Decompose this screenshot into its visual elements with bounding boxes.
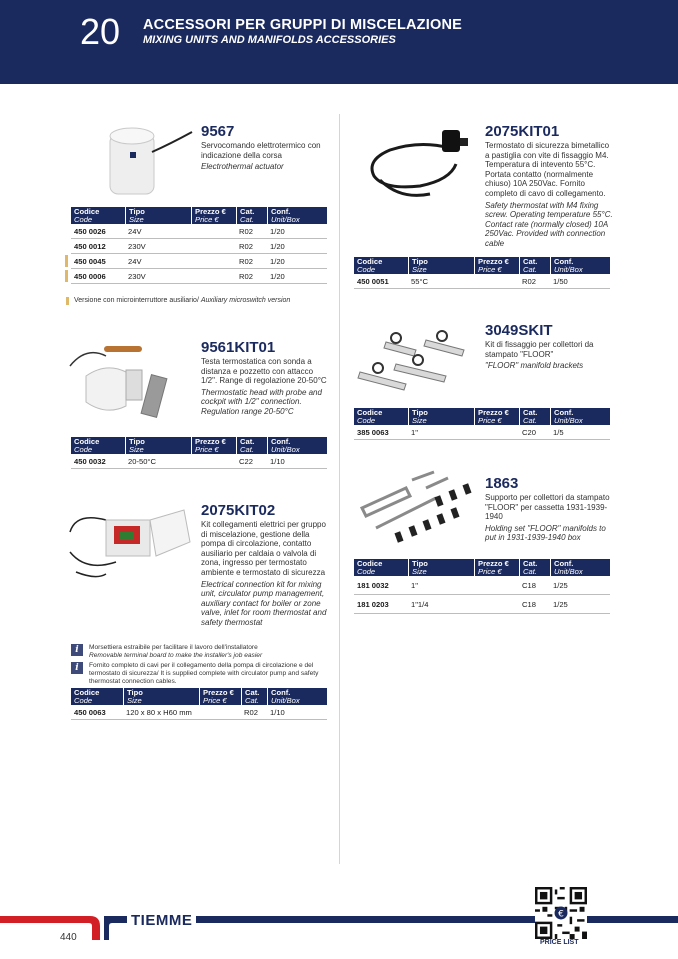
th-price-en: Price € bbox=[195, 214, 219, 224]
info-icon: i bbox=[71, 662, 83, 674]
holding-set-image bbox=[356, 468, 476, 550]
th-conf-en: Unit/Box bbox=[271, 444, 300, 454]
th-type-en: Size bbox=[412, 415, 427, 425]
note-it: Versione con microinterruttore ausiliario/ bbox=[74, 297, 199, 304]
product-code: 9567 bbox=[201, 123, 235, 140]
cell-box: 1/5 bbox=[553, 427, 564, 437]
info-cables: Fornito completo di cavi per il collegamento della pompa di circolazione e del termostato di sicurezza/ It is supplied complete with circulator pump and safety thermostat connection cables. bbox=[89, 662, 319, 685]
cell-size: 1" bbox=[411, 427, 418, 437]
th-cat: Cat. bbox=[240, 437, 255, 446]
info-icon: i bbox=[71, 644, 83, 656]
th-type: Tipo bbox=[127, 688, 143, 697]
section-title-en: MIXING UNITS AND MANIFOLDS ACCESSORIES bbox=[143, 34, 396, 46]
table-row bbox=[71, 254, 327, 269]
th-price-en: Price € bbox=[195, 444, 219, 454]
info1-en: Removable terminal board to make the installer's job easier bbox=[89, 651, 263, 659]
cell-cat: C22 bbox=[239, 456, 253, 466]
section-title-it: ACCESSORI PER GRUPPI DI MISCELAZIONE bbox=[143, 17, 462, 33]
th-code: Codice bbox=[74, 688, 100, 697]
qr-code-icon[interactable] bbox=[535, 887, 587, 939]
th-price: Prezzo € bbox=[478, 559, 509, 568]
th-conf: Conf. bbox=[271, 437, 291, 446]
product-code: 9561KIT01 bbox=[201, 339, 276, 356]
product-2075kit02 bbox=[201, 503, 331, 628]
cell-code: 450 0012 bbox=[74, 241, 106, 251]
cell-code: 450 0045 bbox=[74, 256, 106, 266]
microswitch-note bbox=[66, 297, 344, 305]
th-type: Tipo bbox=[412, 408, 428, 417]
cell-code: 450 0006 bbox=[74, 271, 106, 281]
cell-size: 1"1/4 bbox=[411, 599, 429, 609]
th-cat-en: Cat. bbox=[523, 264, 537, 274]
cell-code: 385 0063 bbox=[357, 427, 389, 437]
cell-box: 1/20 bbox=[270, 256, 285, 266]
table-row bbox=[354, 274, 610, 289]
product-code: 2075KIT02 bbox=[201, 502, 276, 519]
cell-box: 1/20 bbox=[270, 241, 285, 251]
price-table-2075kit01 bbox=[354, 257, 610, 289]
table-header bbox=[354, 257, 610, 274]
th-cat-en: Cat. bbox=[240, 444, 254, 454]
page-header bbox=[0, 0, 678, 84]
cell-code: 450 0032 bbox=[74, 456, 106, 466]
th-code-en: Code bbox=[74, 695, 93, 705]
cell-cat: C18 bbox=[522, 599, 536, 609]
product-desc-it: Termostato di sicurezza bimetallico a pastiglia con vite di fissaggio M4. Temperatura di intevento 55°C. Portata contatto (normalmente chiuso) 10A 250Vac. Fornito completo di cavo di collegamento. bbox=[485, 141, 610, 198]
page-number: 440 bbox=[60, 932, 77, 943]
th-price-en: Price € bbox=[203, 695, 227, 705]
th-cat-en: Cat. bbox=[523, 566, 537, 576]
connection-kit-image bbox=[66, 502, 196, 582]
product-9567 bbox=[201, 124, 331, 172]
th-price: Prezzo € bbox=[195, 437, 226, 446]
cell-size: 24V bbox=[128, 226, 142, 236]
th-cat: Cat. bbox=[245, 688, 260, 697]
cell-size: 230V bbox=[128, 241, 146, 251]
th-type: Tipo bbox=[412, 559, 428, 568]
manifold-brackets-image bbox=[356, 322, 476, 402]
product-3049skit bbox=[485, 323, 615, 371]
th-type-en: Size bbox=[412, 264, 427, 274]
th-cat-en: Cat. bbox=[523, 415, 537, 425]
table-header bbox=[71, 437, 327, 454]
price-table-9567 bbox=[71, 207, 327, 284]
cell-cat: R02 bbox=[244, 707, 258, 717]
th-price: Prezzo € bbox=[195, 207, 226, 216]
section-number: 20 bbox=[80, 11, 121, 52]
cell-code: 450 0063 bbox=[74, 707, 106, 717]
table-row bbox=[71, 705, 327, 720]
cell-size: 230V bbox=[128, 271, 146, 281]
cell-cat: R02 bbox=[239, 226, 253, 236]
cell-size: 120 x 80 x H60 mm bbox=[126, 707, 192, 717]
th-conf: Conf. bbox=[554, 257, 574, 266]
product-desc-en: Thermostatic head with probe and cockpit with 1/2" connection. Regulation range 20-50°C bbox=[201, 387, 322, 416]
info-terminal-board bbox=[89, 644, 329, 660]
th-conf-en: Unit/Box bbox=[271, 695, 300, 705]
th-code-en: Code bbox=[357, 566, 376, 576]
price-table-9561kit01 bbox=[71, 437, 327, 469]
cell-box: 1/20 bbox=[270, 226, 285, 236]
table-header bbox=[71, 688, 327, 705]
th-cat: Cat. bbox=[523, 408, 538, 417]
th-price-en: Price € bbox=[478, 566, 502, 576]
th-code-en: Code bbox=[357, 264, 376, 274]
cell-code: 450 0026 bbox=[74, 226, 106, 236]
cell-size: 24V bbox=[128, 256, 142, 266]
th-code: Codice bbox=[74, 207, 100, 216]
th-cat-en: Cat. bbox=[240, 214, 254, 224]
cell-box: 1/50 bbox=[553, 276, 568, 286]
product-code: 1863 bbox=[485, 475, 519, 492]
th-code: Codice bbox=[74, 437, 100, 446]
table-header bbox=[71, 207, 327, 224]
product-9561kit01 bbox=[201, 340, 331, 417]
th-conf: Conf. bbox=[271, 688, 291, 697]
safety-thermostat-image bbox=[360, 120, 475, 210]
table-header bbox=[354, 559, 610, 576]
cell-code: 181 0203 bbox=[357, 599, 389, 609]
th-code: Codice bbox=[357, 408, 383, 417]
th-conf: Conf. bbox=[554, 408, 574, 417]
product-desc-en: Safety thermostat with M4 fixing screw. Operating temperature 55°C. Contact rate (normally closed) 10A 250Vac. Provided with connection cable bbox=[485, 200, 613, 248]
table-row bbox=[354, 425, 610, 440]
th-conf: Conf. bbox=[554, 559, 574, 568]
actuator-image bbox=[100, 122, 195, 202]
price-table-3049skit bbox=[354, 408, 610, 440]
product-desc-en: Electrothermal actuator bbox=[201, 162, 284, 172]
table-row bbox=[71, 224, 327, 239]
cell-code: 450 0051 bbox=[357, 276, 389, 286]
cell-cat: R02 bbox=[522, 276, 536, 286]
product-desc-it: Testa termostatica con sonda a distanza e pozzetto con attacco 1/2". Range di regolazione 20-50°C bbox=[201, 357, 327, 386]
th-conf-en: Unit/Box bbox=[554, 415, 583, 425]
th-code: Codice bbox=[357, 559, 383, 568]
product-code: 3049SKIT bbox=[485, 322, 553, 339]
cell-box: 1/20 bbox=[270, 271, 285, 281]
th-code-en: Code bbox=[74, 444, 93, 454]
cell-code: 181 0032 bbox=[357, 580, 389, 590]
th-price-en: Price € bbox=[478, 264, 502, 274]
brand-logo: TIEMME bbox=[127, 912, 196, 929]
table-row bbox=[354, 595, 610, 614]
info1-it: Morsettiera estraibile per facilitare il lavoro dell'installatore bbox=[89, 644, 258, 651]
cell-box: 1/25 bbox=[553, 580, 568, 590]
th-price: Prezzo € bbox=[203, 688, 234, 697]
th-code-en: Code bbox=[357, 415, 376, 425]
price-table-2075kit02 bbox=[71, 688, 327, 720]
table-row bbox=[71, 269, 327, 284]
product-desc-it: Servocomando elettrotermico con indicazione della corsa bbox=[201, 141, 321, 160]
table-header bbox=[354, 408, 610, 425]
th-price: Prezzo € bbox=[478, 257, 509, 266]
product-desc-en: Holding set "FLOOR" manifolds to put in 1931-1939-1940 box bbox=[485, 523, 606, 543]
th-conf: Conf. bbox=[271, 207, 291, 216]
product-1863 bbox=[485, 476, 615, 543]
cell-cat: R02 bbox=[239, 271, 253, 281]
svg-text:€: € bbox=[558, 909, 564, 920]
product-desc-it: Kit collegamenti elettrici per gruppo di miscelazione, gestione della pompa di circolazione, contatto ausiliario per caldaia o valvola di zona, ingresso per termostato ambiente e termostato di sicurezza bbox=[201, 520, 326, 577]
th-cat-en: Cat. bbox=[245, 695, 259, 705]
th-price: Prezzo € bbox=[478, 408, 509, 417]
product-desc-en: "FLOOR" manifold brackets bbox=[485, 361, 584, 371]
th-type: Tipo bbox=[412, 257, 428, 266]
th-cat: Cat. bbox=[523, 257, 538, 266]
th-type-en: Size bbox=[127, 695, 142, 705]
th-code-en: Code bbox=[74, 214, 93, 224]
product-code: 2075KIT01 bbox=[485, 123, 560, 140]
cell-box: 1/10 bbox=[270, 456, 285, 466]
note-en: Auxiliary microswitch version bbox=[200, 297, 291, 304]
th-type-en: Size bbox=[412, 566, 427, 576]
cell-cat: C20 bbox=[522, 427, 536, 437]
cell-cat: C18 bbox=[522, 580, 536, 590]
th-type: Tipo bbox=[129, 437, 145, 446]
table-row bbox=[354, 576, 610, 595]
th-cat: Cat. bbox=[240, 207, 255, 216]
table-row bbox=[71, 454, 327, 469]
th-cat: Cat. bbox=[523, 559, 538, 568]
cell-box: 1/25 bbox=[553, 599, 568, 609]
cell-size: 20-50°C bbox=[128, 456, 156, 466]
cell-cat: R02 bbox=[239, 256, 253, 266]
product-desc-en: Electrical connection kit for mixing unit, circulator pump management, auxiliary contact for boiler or zone valve, inlet for room thermostat and safety thermostat bbox=[201, 579, 327, 627]
th-conf-en: Unit/Box bbox=[554, 566, 583, 576]
th-type-en: Size bbox=[129, 214, 144, 224]
product-desc-it: Supporto per collettori da stampato "FLOOR" per cassetta 1931-1939-1940 bbox=[485, 493, 610, 522]
cell-size: 1" bbox=[411, 580, 418, 590]
price-list-label: PRICE LIST bbox=[540, 939, 579, 946]
table-row bbox=[71, 239, 327, 254]
th-conf-en: Unit/Box bbox=[554, 264, 583, 274]
th-conf-en: Unit/Box bbox=[271, 214, 300, 224]
th-code: Codice bbox=[357, 257, 383, 266]
th-type-en: Size bbox=[129, 444, 144, 454]
cell-cat: R02 bbox=[239, 241, 253, 251]
cell-box: 1/10 bbox=[270, 707, 285, 717]
th-price-en: Price € bbox=[478, 415, 502, 425]
price-table-1863 bbox=[354, 559, 610, 614]
cell-size: 55°C bbox=[411, 276, 428, 286]
column-divider bbox=[339, 114, 340, 864]
product-2075kit01 bbox=[485, 124, 615, 249]
product-desc-it: Kit di fissaggio per collettori da stampato "FLOOR" bbox=[485, 340, 594, 359]
th-type: Tipo bbox=[129, 207, 145, 216]
thermostatic-head-image bbox=[66, 336, 196, 426]
